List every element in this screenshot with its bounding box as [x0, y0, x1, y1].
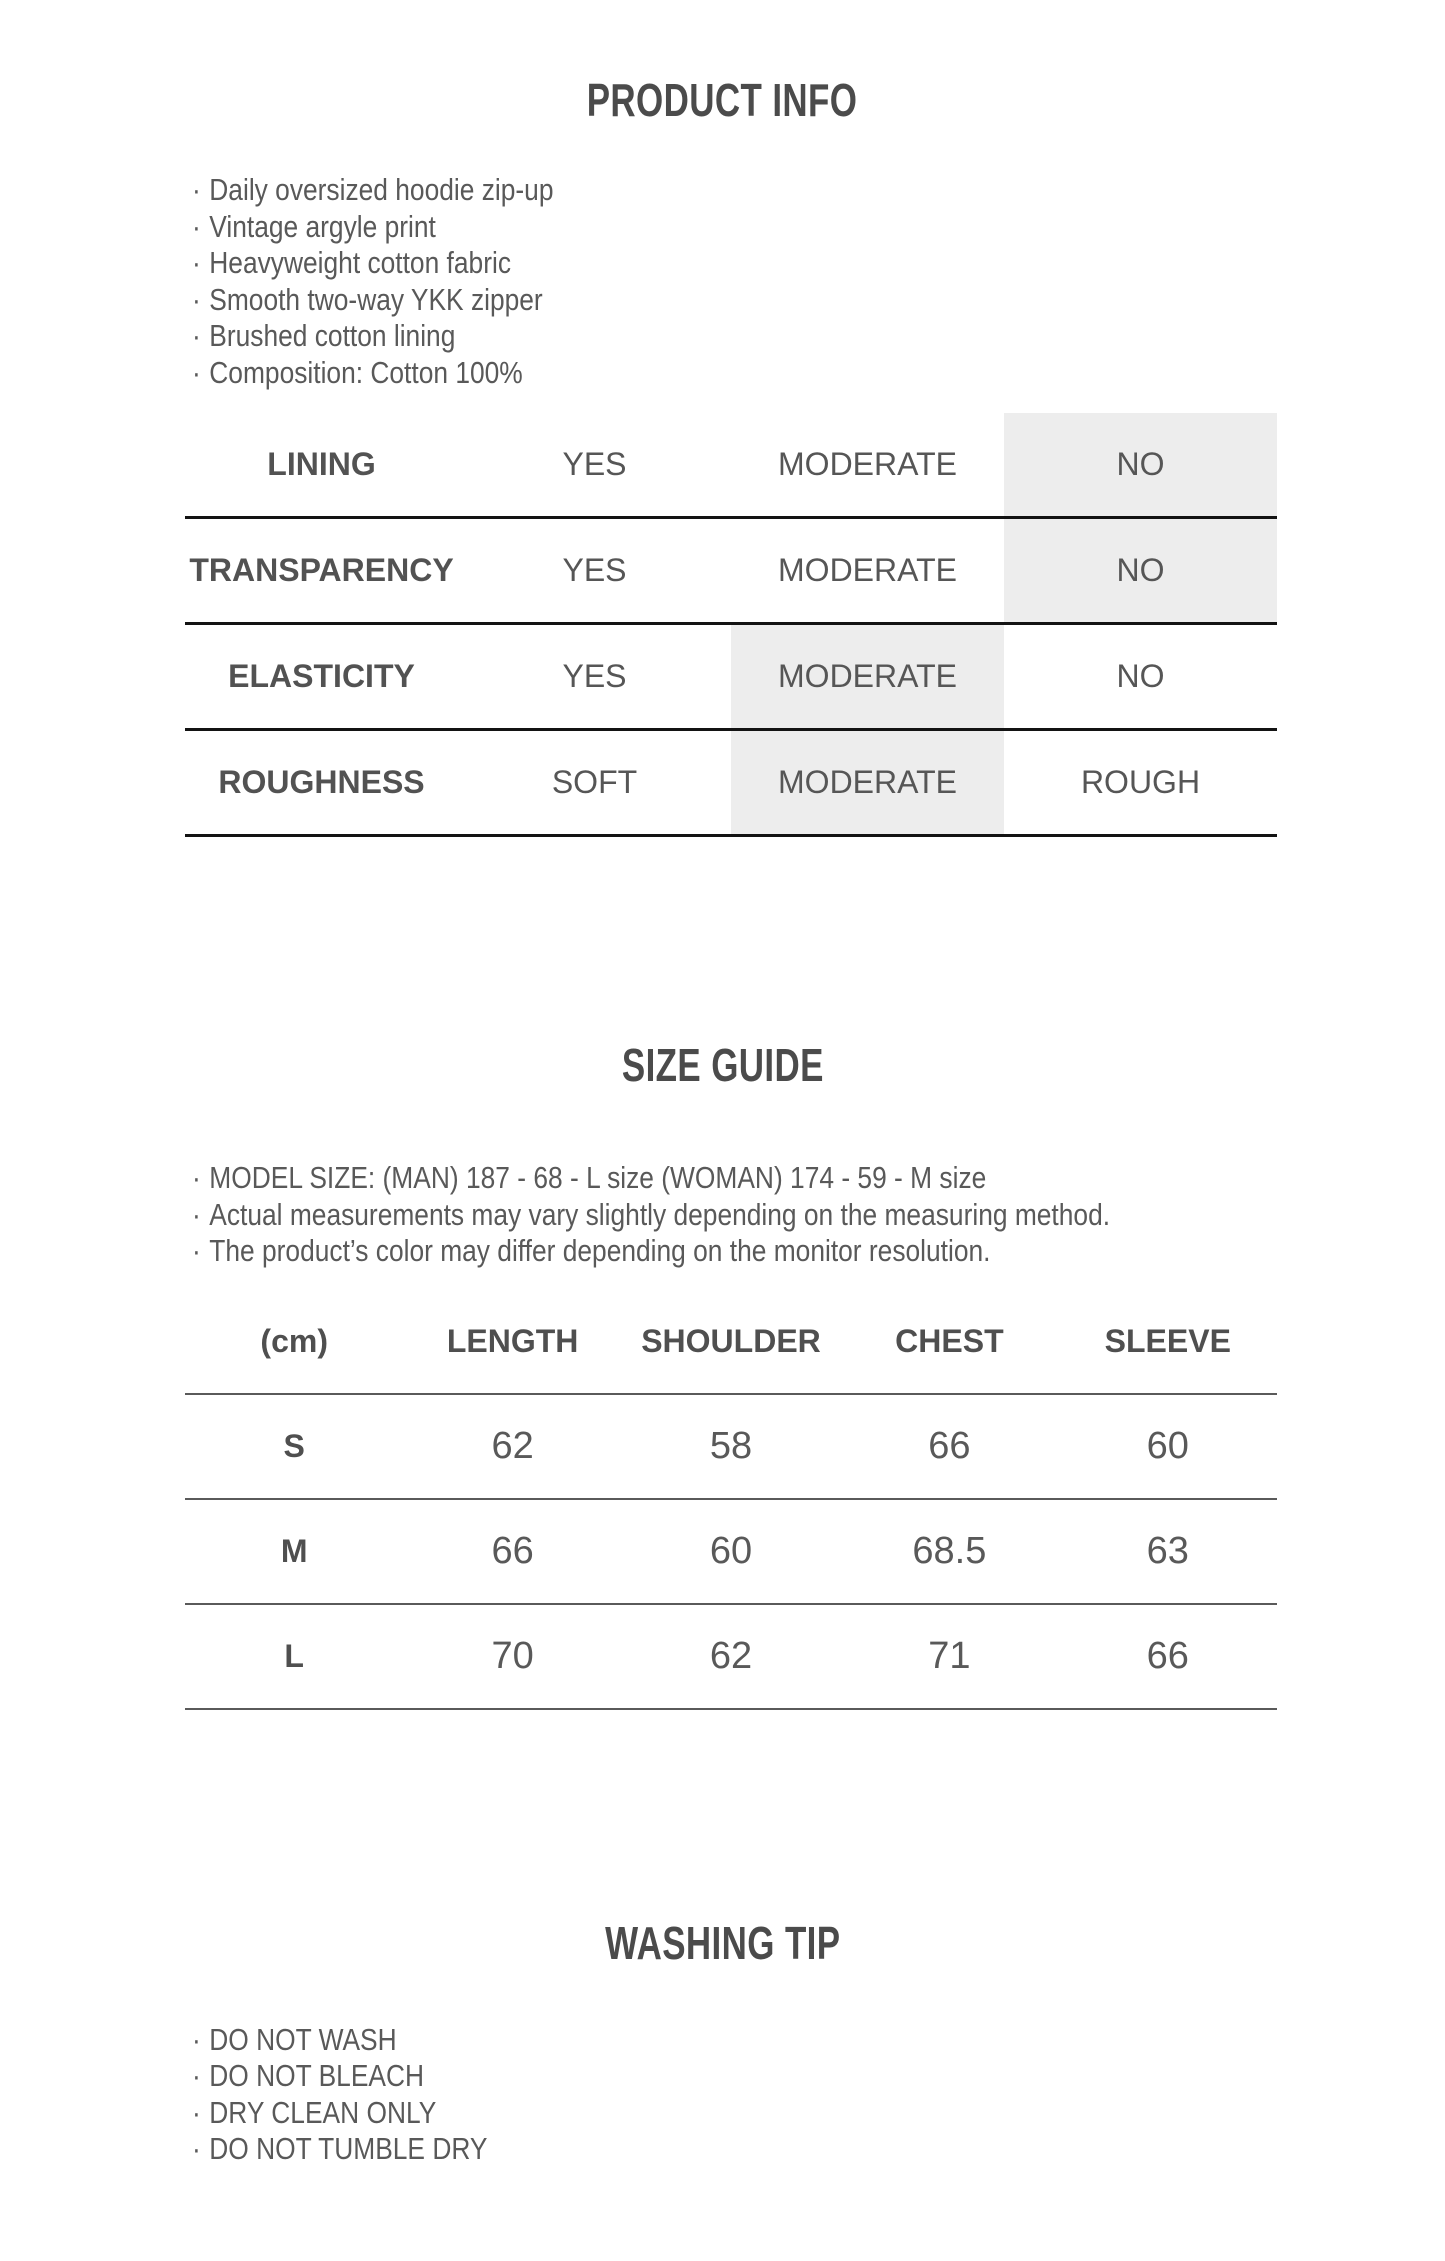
list-item	[192, 2131, 1257, 2168]
size-value: 71	[840, 1605, 1058, 1710]
size-row-label: L	[185, 1605, 403, 1710]
size-row-label: S	[185, 1395, 403, 1500]
bullet-text: Composition: Cotton 100%	[209, 354, 523, 390]
list-item	[192, 355, 1257, 392]
bullet-text: DRY CLEAN ONLY	[209, 2094, 437, 2130]
size-guide-bullet-list	[0, 1160, 1445, 1270]
list-item	[192, 2095, 1257, 2132]
size-table-column-header: SLEEVE	[1059, 1290, 1277, 1395]
size-table-unit-header: (cm)	[185, 1290, 403, 1395]
bullet-dot: ·	[192, 318, 201, 353]
fabric-row-label: ROUGHNESS	[185, 731, 458, 837]
bullet-dot: ·	[192, 1160, 201, 1195]
bullet-text: DO NOT BLEACH	[209, 2058, 425, 2093]
list-item	[192, 2058, 1257, 2095]
bullet-text: Heavyweight cotton fabric	[209, 245, 512, 280]
fabric-properties-table	[185, 413, 1277, 837]
washing-tip-title	[0, 1915, 1445, 1971]
list-item	[192, 2022, 1257, 2059]
size-table-column-header: CHEST	[840, 1290, 1058, 1395]
bullet-dot: ·	[192, 172, 201, 207]
fabric-cell: YES	[458, 519, 731, 625]
size-value: 68.5	[840, 1500, 1058, 1605]
bullet-text: The product’s color may differ depending on the monitor resolution.	[209, 1233, 991, 1268]
product-info-bullet-list	[0, 172, 1445, 391]
bullet-text: Smooth two-way YKK zipper	[209, 281, 543, 317]
fabric-cell-selected: MODERATE	[731, 731, 1004, 837]
fabric-cell: MODERATE	[731, 413, 1004, 519]
bullet-dot: ·	[192, 2058, 201, 2093]
list-item	[192, 1233, 1257, 1270]
bullet-dot: ·	[192, 281, 201, 317]
size-table-column-header: SHOULDER	[622, 1290, 840, 1395]
product-info-title	[0, 72, 1445, 128]
size-value: 60	[622, 1500, 840, 1605]
fabric-cell: MODERATE	[731, 519, 1004, 625]
fabric-cell: YES	[458, 625, 731, 731]
list-item	[192, 282, 1257, 319]
list-item	[192, 245, 1257, 282]
bullet-dot: ·	[192, 2021, 201, 2057]
list-item	[192, 1160, 1257, 1197]
bullet-text: DO NOT TUMBLE DRY	[209, 2131, 488, 2166]
bullet-text: Vintage argyle print	[209, 208, 436, 244]
size-value: 60	[1059, 1395, 1277, 1500]
fabric-cell: NO	[1004, 625, 1277, 731]
fabric-cell: YES	[458, 413, 731, 519]
fabric-row-label: ELASTICITY	[185, 625, 458, 731]
bullet-dot: ·	[192, 354, 201, 390]
bullet-dot: ·	[192, 2131, 201, 2166]
size-table-column-header: LENGTH	[403, 1290, 621, 1395]
bullet-dot: ·	[192, 245, 201, 280]
bullet-dot: ·	[192, 208, 201, 244]
fabric-row-label: LINING	[185, 413, 458, 519]
list-item	[192, 1197, 1257, 1234]
washing-tip-bullet-list	[0, 2022, 1445, 2168]
fabric-cell-selected: NO	[1004, 413, 1277, 519]
fabric-cell-selected: NO	[1004, 519, 1277, 625]
list-item	[192, 209, 1257, 246]
list-item	[192, 318, 1257, 355]
size-value: 70	[403, 1605, 621, 1710]
size-value: 58	[622, 1395, 840, 1500]
size-guide-title	[0, 1037, 1445, 1093]
size-value: 66	[840, 1395, 1058, 1500]
fabric-cell: ROUGH	[1004, 731, 1277, 837]
size-table	[185, 1290, 1277, 1710]
bullet-dot: ·	[192, 1233, 201, 1268]
bullet-text: Daily oversized hoodie zip-up	[209, 172, 554, 207]
size-value: 63	[1059, 1500, 1277, 1605]
bullet-dot: ·	[192, 2094, 201, 2130]
size-row-label: M	[185, 1500, 403, 1605]
fabric-cell-selected: MODERATE	[731, 625, 1004, 731]
washing-tip-title-text: WASHING TIP	[604, 1916, 841, 1969]
size-value: 66	[403, 1500, 621, 1605]
fabric-row-label: TRANSPARENCY	[185, 519, 458, 625]
bullet-text: Actual measurements may vary slightly depending on the measuring method.	[209, 1196, 1111, 1232]
size-guide-title-text: SIZE GUIDE	[621, 1039, 824, 1091]
size-value: 66	[1059, 1605, 1277, 1710]
bullet-text: MODEL SIZE: (MAN) 187 - 68 - L size (WOMAN) 174 - 59 - M size	[209, 1160, 987, 1195]
bullet-dot: ·	[192, 1196, 201, 1232]
product-info-title-text: PRODUCT INFO	[587, 74, 858, 126]
size-value: 62	[622, 1605, 840, 1710]
bullet-text: DO NOT WASH	[209, 2021, 397, 2057]
list-item	[192, 172, 1257, 209]
bullet-text: Brushed cotton lining	[209, 318, 456, 353]
fabric-cell: SOFT	[458, 731, 731, 837]
size-value: 62	[403, 1395, 621, 1500]
